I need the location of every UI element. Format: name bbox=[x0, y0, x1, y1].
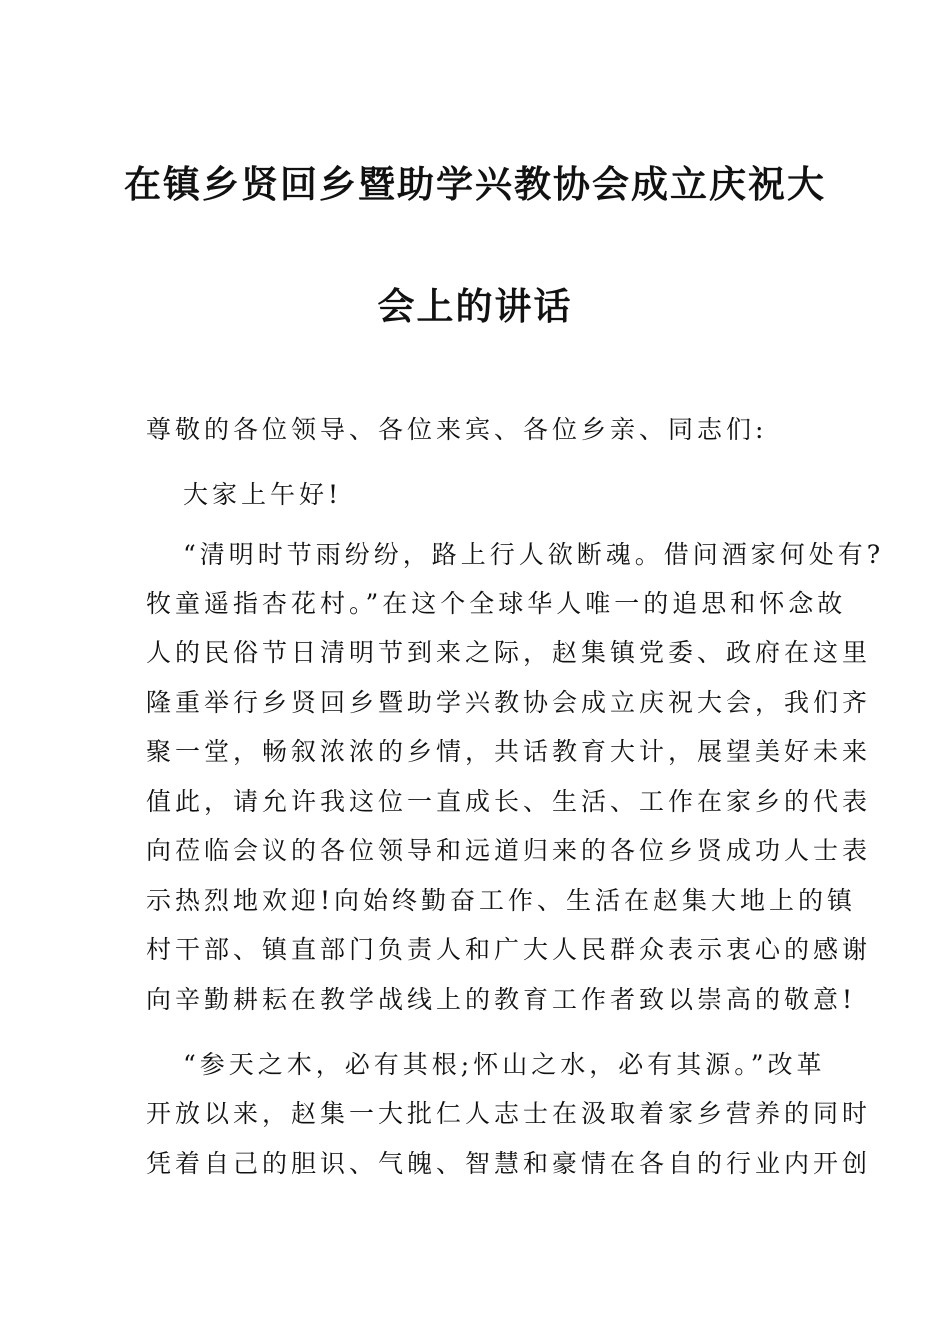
paragraph-1-line: 聚一堂，畅叙浓浓的乡情，共话教育大计，展望美好未来 bbox=[146, 737, 872, 766]
document-title-line-2: 会上的讲话 bbox=[377, 285, 573, 328]
paragraph-1-line: 村干部、镇直部门负责人和广大人民群众表示衷心的感谢 bbox=[146, 935, 872, 964]
paragraph-1-line: 示热烈地欢迎!向始终勤奋工作、生活在赵集大地上的镇 bbox=[146, 886, 857, 915]
paragraph-2-line: 开放以来，赵集一大批仁人志士在汲取着家乡营养的同时 bbox=[146, 1099, 872, 1128]
paragraph-1-line: 人的民俗节日清明节到来之际，赵集镇党委、政府在这里 bbox=[146, 638, 872, 667]
paragraph-1-line: 向莅临会议的各位领导和远道归来的各位乡贤成功人士表 bbox=[146, 836, 872, 865]
greeting: 大家上午好! bbox=[183, 480, 343, 509]
document-title-line-1: 在镇乡贤回乡暨助学兴教协会成立庆祝大 bbox=[124, 163, 826, 206]
paragraph-2-line: 凭着自己的胆识、气魄、智慧和豪情在各自的行业内开创 bbox=[146, 1149, 872, 1178]
paragraph-1-line: 值此，请允许我这位一直成长、生活、工作在家乡的代表 bbox=[146, 787, 872, 816]
salutation: 尊敬的各位领导、各位来宾、各位乡亲、同志们: bbox=[146, 415, 768, 444]
paragraph-1-line: 向辛勤耕耘在教学战线上的教育工作者致以崇高的敬意! bbox=[146, 985, 857, 1014]
paragraph-1-line: “清明时节雨纷纷，路上行人欲断魂。借问酒家何处有? bbox=[183, 540, 885, 569]
paragraph-2-line: “参天之木，必有其根;怀山之水，必有其源。”改革 bbox=[183, 1050, 826, 1079]
paragraph-1-line: 隆重举行乡贤回乡暨助学兴教协会成立庆祝大会，我们齐 bbox=[146, 688, 872, 717]
paragraph-1-line: 牧童遥指杏花村。”在这个全球华人唯一的追思和怀念故 bbox=[146, 589, 847, 618]
